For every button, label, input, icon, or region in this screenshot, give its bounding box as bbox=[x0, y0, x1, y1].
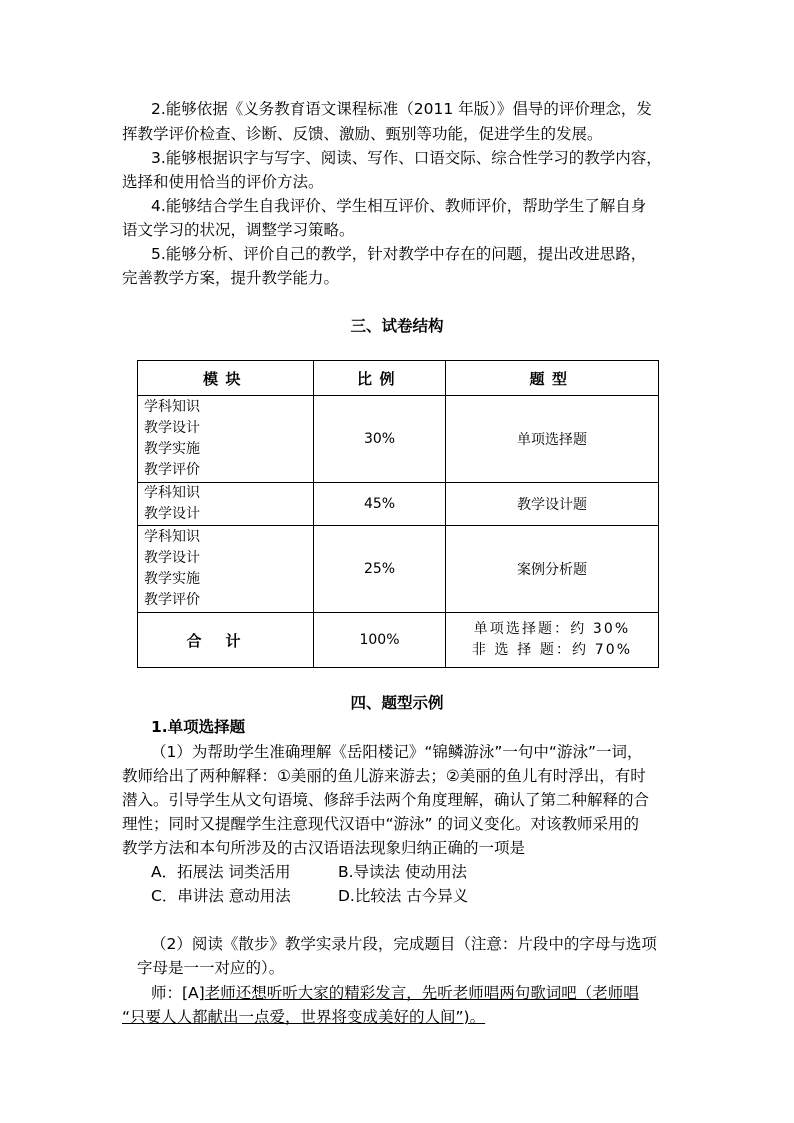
total-ratio: 100% bbox=[314, 613, 446, 668]
q2-teacher-speech: 老师还想听听大家的精彩发言，先听老师唱两句歌词吧（老师唱 bbox=[204, 984, 639, 1002]
total-type-item: 非 选 择 题：约 70% bbox=[471, 642, 633, 658]
total-label: 合计 bbox=[138, 613, 314, 668]
type-cell: 案例分析题 bbox=[446, 526, 659, 613]
q2-line: （2）阅读《散步》教学实录片段，完成题目（注意：片段中的字母与选项 bbox=[151, 935, 657, 953]
section-3-title: 三、试卷结构 bbox=[350, 317, 444, 335]
modules-cell bbox=[138, 483, 314, 526]
table-total-row bbox=[138, 613, 659, 668]
intro-item-5-line1: 5.能够分析、评价自己的教学，针对教学中存在的问题，提出改进思路， bbox=[151, 245, 647, 263]
exam-structure-table bbox=[137, 360, 659, 668]
intro-item-3-line1: 3.能够根据识字与写字、阅读、写作、口语交际、综合性学习的教学内容， bbox=[151, 149, 662, 167]
q1-line: （1）为帮助学生准确理解《岳阳楼记》“锦鳞游泳”一句中“游泳”一词， bbox=[151, 743, 643, 761]
ratio-cell: 25% bbox=[314, 526, 446, 613]
intro-item-4-line1: 4.能够结合学生自我评价、学生相互评价、教师评价，帮助学生了解自身 bbox=[151, 197, 647, 215]
header-module: 模块 bbox=[138, 361, 314, 396]
intro-item-2-line1: 2.能够依据《义务教育语文课程标准（2011 年版）》倡导的评价理念，发 bbox=[151, 100, 652, 118]
subsection-1-title: 1.单项选择题 bbox=[151, 718, 246, 736]
total-types-cell bbox=[446, 613, 659, 668]
q2-line: 字母是一一对应的）。 bbox=[137, 959, 285, 977]
total-type-item: 单项选择题：约 30% bbox=[473, 621, 631, 637]
modules-cell bbox=[138, 396, 314, 483]
q1-option-a: A．拓展法 词类活用 bbox=[151, 863, 291, 881]
module-item: 教学实施 bbox=[144, 441, 200, 457]
module-item: 教学设计 bbox=[144, 420, 200, 436]
q2-teacher-prefix: 师：[A] bbox=[151, 984, 205, 1002]
q2-teacher-line1 bbox=[151, 983, 639, 1003]
table-row bbox=[138, 396, 659, 483]
type-cell: 教学设计题 bbox=[446, 483, 659, 526]
intro-item-4-line2: 语文学习的状况，调整学习策略。 bbox=[122, 221, 355, 239]
modules-cell bbox=[138, 526, 314, 613]
type-cell: 单项选择题 bbox=[446, 396, 659, 483]
table-row bbox=[138, 483, 659, 526]
ratio-cell: 30% bbox=[314, 396, 446, 483]
q1-option-c: C．串讲法 意动用法 bbox=[151, 887, 291, 905]
module-item: 学科知识 bbox=[144, 399, 200, 415]
header-ratio: 比例 bbox=[314, 361, 446, 396]
intro-item-5-line2: 完善教学方案，提升教学能力。 bbox=[122, 269, 340, 287]
module-item: 教学设计 bbox=[144, 506, 200, 522]
intro-item-3-line2: 选择和使用恰当的评价方法。 bbox=[122, 173, 324, 191]
ratio-cell: 45% bbox=[314, 483, 446, 526]
table-header-row bbox=[138, 361, 659, 396]
module-item: 教学评价 bbox=[144, 592, 200, 608]
q1-line: 理性；同时又提醒学生注意现代汉语中“游泳” 的词义变化。对该教师采用的 bbox=[122, 815, 639, 833]
table-row bbox=[138, 526, 659, 613]
module-item: 学科知识 bbox=[144, 529, 200, 545]
q1-line: 潜入。引导学生从文句语境、修辞手法两个角度理解，确认了第二种解释的合 bbox=[122, 791, 650, 809]
q1-option-b: B.导读法 使动用法 bbox=[338, 863, 467, 881]
q1-line: 教师给出了两种解释：①美丽的鱼儿游来游去；②美丽的鱼儿有时浮出，有时 bbox=[122, 767, 646, 785]
q1-line: 教学方法和本句所涉及的古汉语语法现象归纳正确的一项是 bbox=[122, 839, 526, 857]
module-item: 教学实施 bbox=[144, 571, 200, 587]
q1-option-d: D.比较法 古今异义 bbox=[338, 887, 469, 905]
module-item: 学科知识 bbox=[144, 485, 200, 501]
header-type: 题型 bbox=[446, 361, 659, 396]
module-item: 教学评价 bbox=[144, 462, 200, 478]
module-item: 教学设计 bbox=[144, 550, 200, 566]
q2-teacher-line2: “只要人人都献出一点爱，世界将变成美好的人间”)。 bbox=[122, 1008, 486, 1026]
intro-item-2-line2: 挥教学评价检查、诊断、反馈、激励、甄别等功能，促进学生的发展。 bbox=[122, 125, 603, 143]
section-4-title: 四、题型示例 bbox=[350, 694, 444, 712]
